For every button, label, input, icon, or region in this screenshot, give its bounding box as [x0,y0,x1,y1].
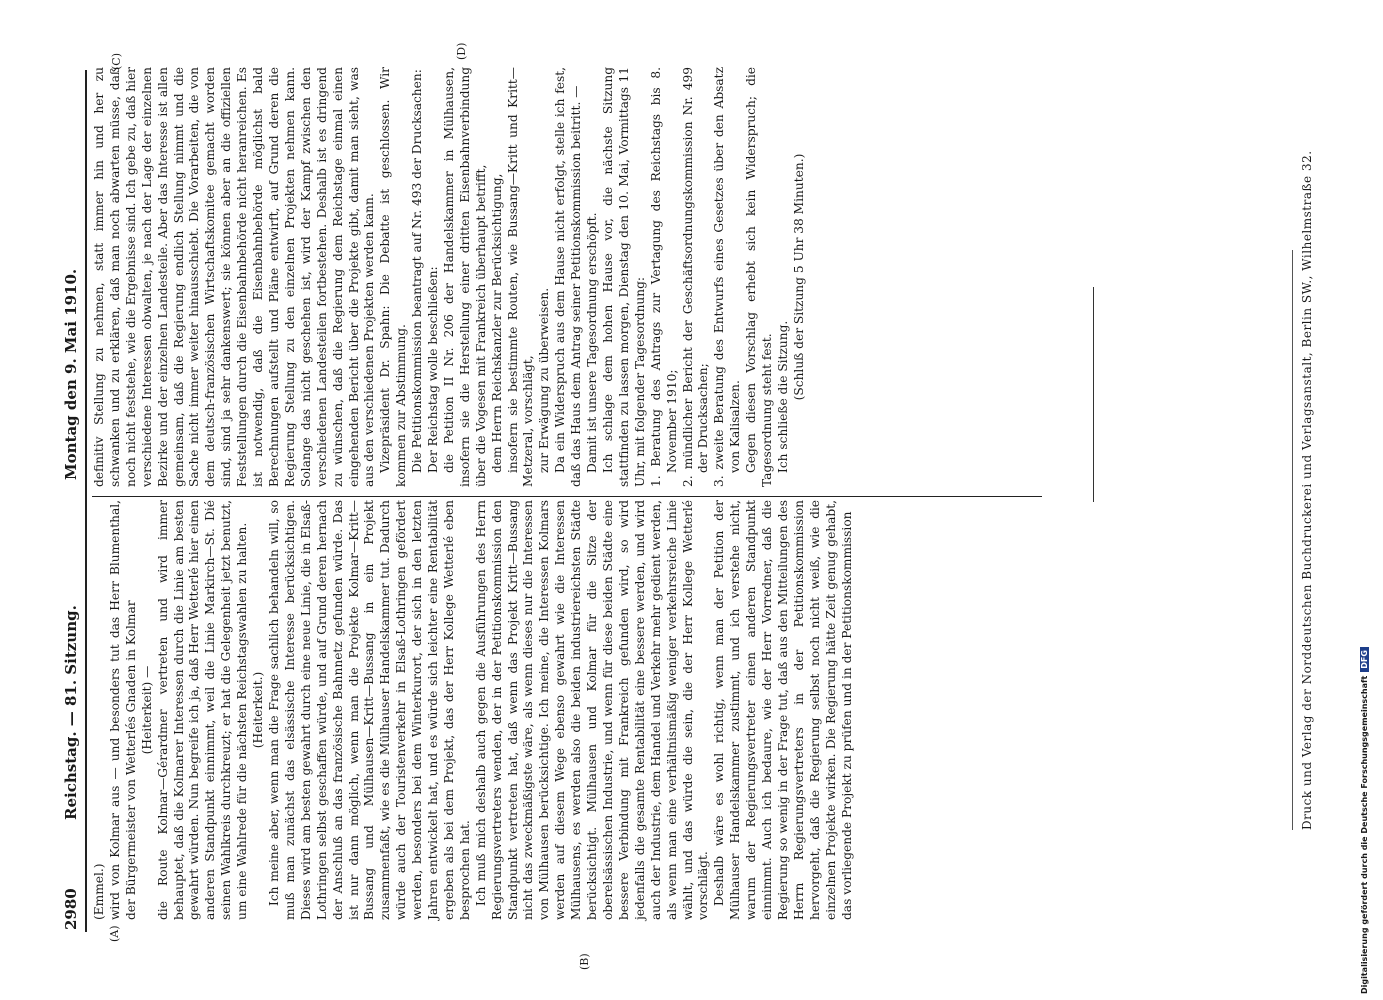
paragraph: zur Erwägung zu überweisen. [537,287,552,473]
page-number: 2980 [62,888,80,930]
paragraph: Damit ist unsere Tagesordnung erschöpft. [585,212,600,473]
agenda-item: 3. zweite Beratung des Entwurfs eines Gesetzes über den Absatz von Kalisalzen. [712,67,743,487]
speaker-tag: (Emmel.) [92,863,106,920]
column-divider [92,496,1042,497]
paragraph: Die Petitionskommission beantragt auf Nr. 493 der Drucksachen: [410,69,425,473]
paragraph: Ich muß mich deshalb auch gegen die Ausführungen des Herrn Regierungsvertreters wenden, der in der Petitionskommission den Standpunkt vertreten hat, daß wenn das Projekt Kritt—Bussang nicht das zweckmäßigste wäre, als wenn dieses nur die Interessen von Mülhausen berücksichtige. Ich meine, die Interessen Kolmars werden auf diesem Wege ebenso gewahrt wie die Interessen Mülhausens, es werden also die beiden industriereichsten Städte berücksichtigt. Mülhausen und Kolmar für die Sitze der oberelsässischen Industrie, und wenn für diese beiden Städte eine bessere Verbindung mit Frankreich gefunden wird, so wird jedenfalls die gesamte Rentabilität eine bessere werden, und wird auch der Industrie, dem Handel und Verkehr mehr gedient werden, als wenn man eine verhältnismäßig weniger verkehrsreiche Linie wählt, und das würde die sein, die der Herr Kollege Wetterlé vorschlägt. [473,500,711,920]
paragraph: Ich schlage dem hohen Hause vor, die nächste Sitzung stattfinden zu lassen morgen, Dienstag den 10. Mai, Vormittags 11 Uhr, mit folgender Tagesordnung: [601,67,647,487]
paragraph: Vizepräsident Dr. Spahn: Die Debatte ist geschlossen. Wir kommen zur Abstimmung. [378,67,409,487]
end-rule [1093,287,1094,502]
paragraph: Da ein Widerspruch aus dem Hause nicht erfolgt, stelle ich fest, daß das Haus dem Antrag seiner Petitionskommission beitritt. — [553,67,584,487]
agenda-item: 2. mündlicher Bericht der Geschäftsordnungskommission Nr. 499 der Drucksachen; [680,67,711,487]
session-title: Reichstag. — 81. Sitzung. [62,605,80,820]
paragraph: Ich schließe die Sitzung. [775,320,790,473]
paragraph: wird von Kolmar aus — und besonders tut das Herr Blumenthal, der Bürgermeister von Wetterlés Gnaden in Kolmar [107,500,138,920]
dfg-logo: DFG [1360,647,1369,672]
margin-letter-a: (A) [108,925,121,942]
paragraph: Der Reichstag wolle beschließen: [426,266,441,473]
paragraph: Ich meine aber, wenn man die Frage sachlich behandeln will, so muß man zunächst das elsässische Interesse berücksichtigen. Dieses wird am besten gewahrt durch eine neue Linie, die in Elsaß-Lothringen selbst geschaffen würde, und auf Grund deren hernach der Anschluß an das französische Bahnnetz gefunden würde. Das ist nur dann möglich, wenn man die Projekte Kolmar—Kritt—Bussang und Mülhausen—Kritt—Bussang in ein Projekt zusammenfaßt, wie es die Mülhauser Handelskammer tut. Dadurch würde auch der Touristenverkehr in Elsaß-Lothringen gefördert werden, besonders bei dem Winterkurort, der sich in den letzten Jahren entwickelt hat, und es würde sich leichter eine Rentabilität ergeben als bei dem Projekt, das der Herr Kollege Wetterlé eben besprochen hat. [266,500,472,920]
margin-letter-c: (C) [110,53,123,70]
paragraph: insofern sie bestimmte Routen, wie Bussang—Kritt und Kritt—Metzeral, vorschlägt, [505,67,536,487]
paragraph: definitiv Stellung zu nehmen, statt immer hin und her zu schwanken und zu erklären, daß man noch abwarten müsse, daß noch nicht feststehe, wie die Ergebnisse sind. Ich gebe zu, daß hier verschiedene Interessen obwalten, je nach der Lage der einzelnen Bezirke und der einzelnen Landesteile. Aber das Interesse ist allen gemeinsam, daß die Regierung endlich Stellung nimmt und die Sache nicht immer weiter hinausschiebt. Die Vorarbeiten, die von dem deutsch-französischen Wirtschaftskomitee gemacht worden sind, sind ja sehr dankenswert; sie können aber an die offiziellen Feststellungen durch die Eisenbahnbehörde nicht heranreichen. Es ist notwendig, daß die Eisenbahnbehörde möglichst bald Berechnungen aufstellt und Pläne entwirft, auf Grund deren die Regierung Stellung zu den einzelnen Projekten nehmen kann. Solange das nicht geschehen ist, wird der Kampf zwischen den verschiedenen Landesteilen fortbestehen. Deshalb ist es dringend zu wünschen, daß die Regierung dem Reichstage einmal einen eingehenden Bericht über die Projekte gibt, damit man sieht, was aus den verschiedenen Projekten werden kann. [92,67,377,487]
paragraph: die Petition II Nr. 206 der Handelskammer in Mülhausen, insofern sie die Herstellung einer dritten Eisenbahnverbindung über die Vogesen mit Frankreich überhaupt betrifft, [441,67,488,487]
right-column [92,67,808,487]
closing-note: (Schluß der Sitzung 5 Uhr 38 Minuten.) [791,153,806,401]
agenda-item: 1. Beratung des Antrags zur Vertagung des Reichstags bis 8. November 1910; [648,67,679,487]
left-column [92,500,856,920]
header-rule [85,70,87,932]
footer-rule [1292,250,1293,830]
margin-letter-b: (B) [578,953,591,970]
paragraph: Gegen diesen Vorschlag erhebt sich kein Widerspruch; die Tagesordnung steht fest. [744,67,775,487]
interjection: (Heiterkeit.) [251,671,266,749]
interjection: (Heiterkeit) — [139,665,154,755]
paragraph: Deshalb wäre es wohl richtig, wenn man der Petition der Mülhauser Handelskammer zustimmt, und ich verstehe nicht, warum der Regierungsvertreter einen anderen Standpunkt einnimmt. Auch ich bedaure, wie der Herr Vorredner, daß die Regierung so wenig in der Frage tut, daß aus den Mitteilungen des Herrn Regierungsvertreters in der Petitionskommission hervorgeht, daß die Regierung selbst noch nicht weiß, wie die einzelnen Projekte wirken. Die Regierung hätte Zeit genug gehabt, das vorliegende Projekt zu prüfen und in der Petitionskommission [712,500,854,920]
digitization-text: Digitalisierung gefördert durch die Deutsche Forschungsgemeinschaft [1360,675,1369,994]
paragraph: die Route Kolmar—Gérardmer vertreten und wird immer behauptet, daß die Kolmarer Interessen durch die Linie am besten gewahrt würden. Nun begreife ich ja, daß Herr Wetterlé hier einen anderen Standpunkt einnimmt, weil die Linie Markirch—St. Dié seinen Wahlkreis durchkreuzt; er hat die Gelegenheit jetzt benutzt, um eine Wahlrede für die nächsten Reichstagswahlen zu halten. [155,500,250,920]
digitization-credit [1360,647,1369,994]
imprint: Druck und Verlag der Norddeutschen Buchdruckerei und Verlagsanstalt, Berlin SW., Wilhelmstraße 32. [1300,150,1314,830]
margin-letter-d: (D) [455,42,468,60]
paragraph: dem Herrn Reichskanzler zur Berücksichtigung, [489,173,504,473]
session-date: Montag den 9. Mai 1910. [62,268,80,480]
